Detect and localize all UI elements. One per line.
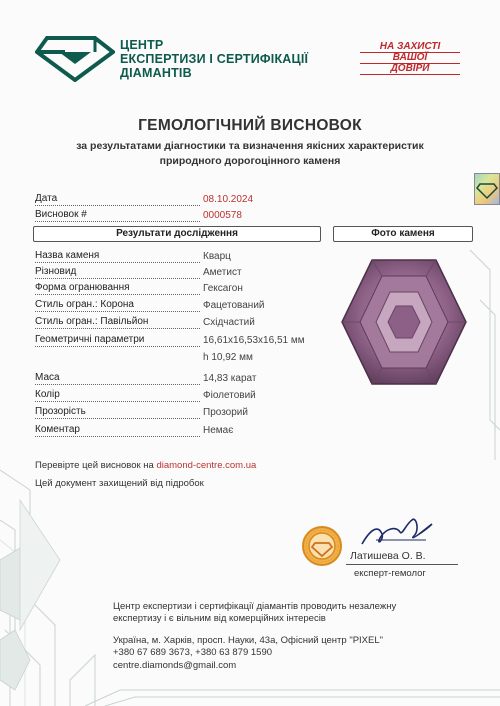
signature-icon (356, 510, 436, 554)
field-value: Немає (203, 425, 234, 436)
number-row (35, 209, 200, 222)
verify-text: Перевірте цей висновок на (35, 460, 154, 471)
verify-link[interactable]: diamond-centre.com.ua (156, 460, 257, 471)
slogan-line-2: ВАШОЇ (360, 53, 460, 64)
field-label: Стиль огран.: Павільйон (35, 316, 149, 327)
field-label: Прозорість (35, 406, 86, 417)
results-section-header: Результати дослідження (33, 226, 321, 242)
subtitle-line-1: за результатами діагностики та визначення якісних характеристик (76, 140, 424, 152)
field-label: Маса (35, 372, 60, 383)
expert-role: експерт-гемолог (354, 568, 426, 579)
date-row (35, 193, 200, 206)
field-label: Стиль огран.: Корона (35, 299, 134, 310)
field-label: Колір (35, 389, 60, 400)
field-value-height: h 10,92 мм (203, 352, 253, 363)
organization-name (120, 38, 308, 80)
date-label: Дата (35, 193, 58, 204)
field-value: 16,61x16,53x16,51 мм (203, 335, 305, 346)
field-row-cut-shape (35, 282, 200, 295)
field-value: Аметист (203, 267, 242, 278)
address: Україна, м. Харків, просп. Науки, 43а, Офісний центр "PIXEL" (113, 635, 384, 646)
slogan-line-1: НА ЗАХИСТІ (360, 42, 460, 53)
subtitle-line-2: природного дорогоцінного каменя (159, 155, 341, 167)
independence-statement (113, 601, 396, 624)
field-label: Коментар (35, 424, 80, 435)
field-row-crown-style (35, 299, 200, 312)
org-line-2: ЕКСПЕРТИЗИ І СЕРТИФІКАЦІЇ (120, 52, 309, 66)
contact-info (113, 635, 383, 672)
field-row-color (35, 389, 200, 402)
field-row-clarity (35, 406, 200, 419)
document-subtitle (30, 139, 470, 169)
field-value: Кварц (203, 251, 231, 262)
slogan-line-3: ДОВІРИ (360, 64, 460, 75)
field-value: 14,83 карат (203, 373, 257, 384)
hologram-logo-icon (475, 174, 499, 204)
document-title: ГЕМОЛОГІЧНИЙ ВИСНОВОК (138, 117, 362, 134)
number-label: Висновок # (35, 209, 87, 220)
field-row-stone-name (35, 250, 200, 263)
field-row-mass (35, 372, 200, 385)
email[interactable]: centre.diamonds@gmail.com (113, 660, 237, 671)
slogan (360, 42, 460, 75)
seal-stamp-icon (301, 525, 343, 567)
number-value: 0000578 (203, 210, 242, 221)
footer-line-1: Центр експертизи і сертифікації діамантів проводить незалежну (113, 601, 397, 612)
field-label: Різновид (35, 266, 77, 277)
date-value: 08.10.2024 (203, 194, 254, 205)
phones: +380 67 689 3673, +380 63 879 1590 (113, 646, 273, 658)
field-row-dimensions (35, 334, 200, 347)
field-value: Східчастий (203, 317, 255, 328)
field-label: Геометричні параметри (35, 334, 145, 345)
hologram-sticker (474, 173, 500, 205)
field-row-comment (35, 424, 200, 437)
field-label: Назва каменя (35, 250, 100, 261)
field-label: Форма огранювання (35, 282, 130, 293)
expert-name: Латишева О. В. (350, 550, 426, 562)
field-value: Гексагон (203, 283, 243, 294)
protection-note: Цей документ захищений від підробок (35, 478, 204, 489)
diamond-centre-logo-icon (35, 36, 115, 82)
org-line-1: ЦЕНТР (120, 38, 164, 52)
photo-section-header: Фото каменя (333, 226, 473, 242)
signature-line (346, 564, 458, 565)
field-row-variety (35, 266, 200, 279)
verify-note (35, 460, 256, 471)
field-value: Фацетований (203, 300, 265, 311)
field-value: Прозорий (203, 407, 248, 418)
footer-line-2: експертизу і є вільним від комерційних інтересів (113, 612, 326, 624)
org-line-3: ДІАМАНТІВ (120, 66, 192, 80)
field-row-pavilion-style (35, 316, 200, 329)
field-value: Фіолетовий (203, 390, 256, 401)
stone-photo (340, 256, 468, 388)
